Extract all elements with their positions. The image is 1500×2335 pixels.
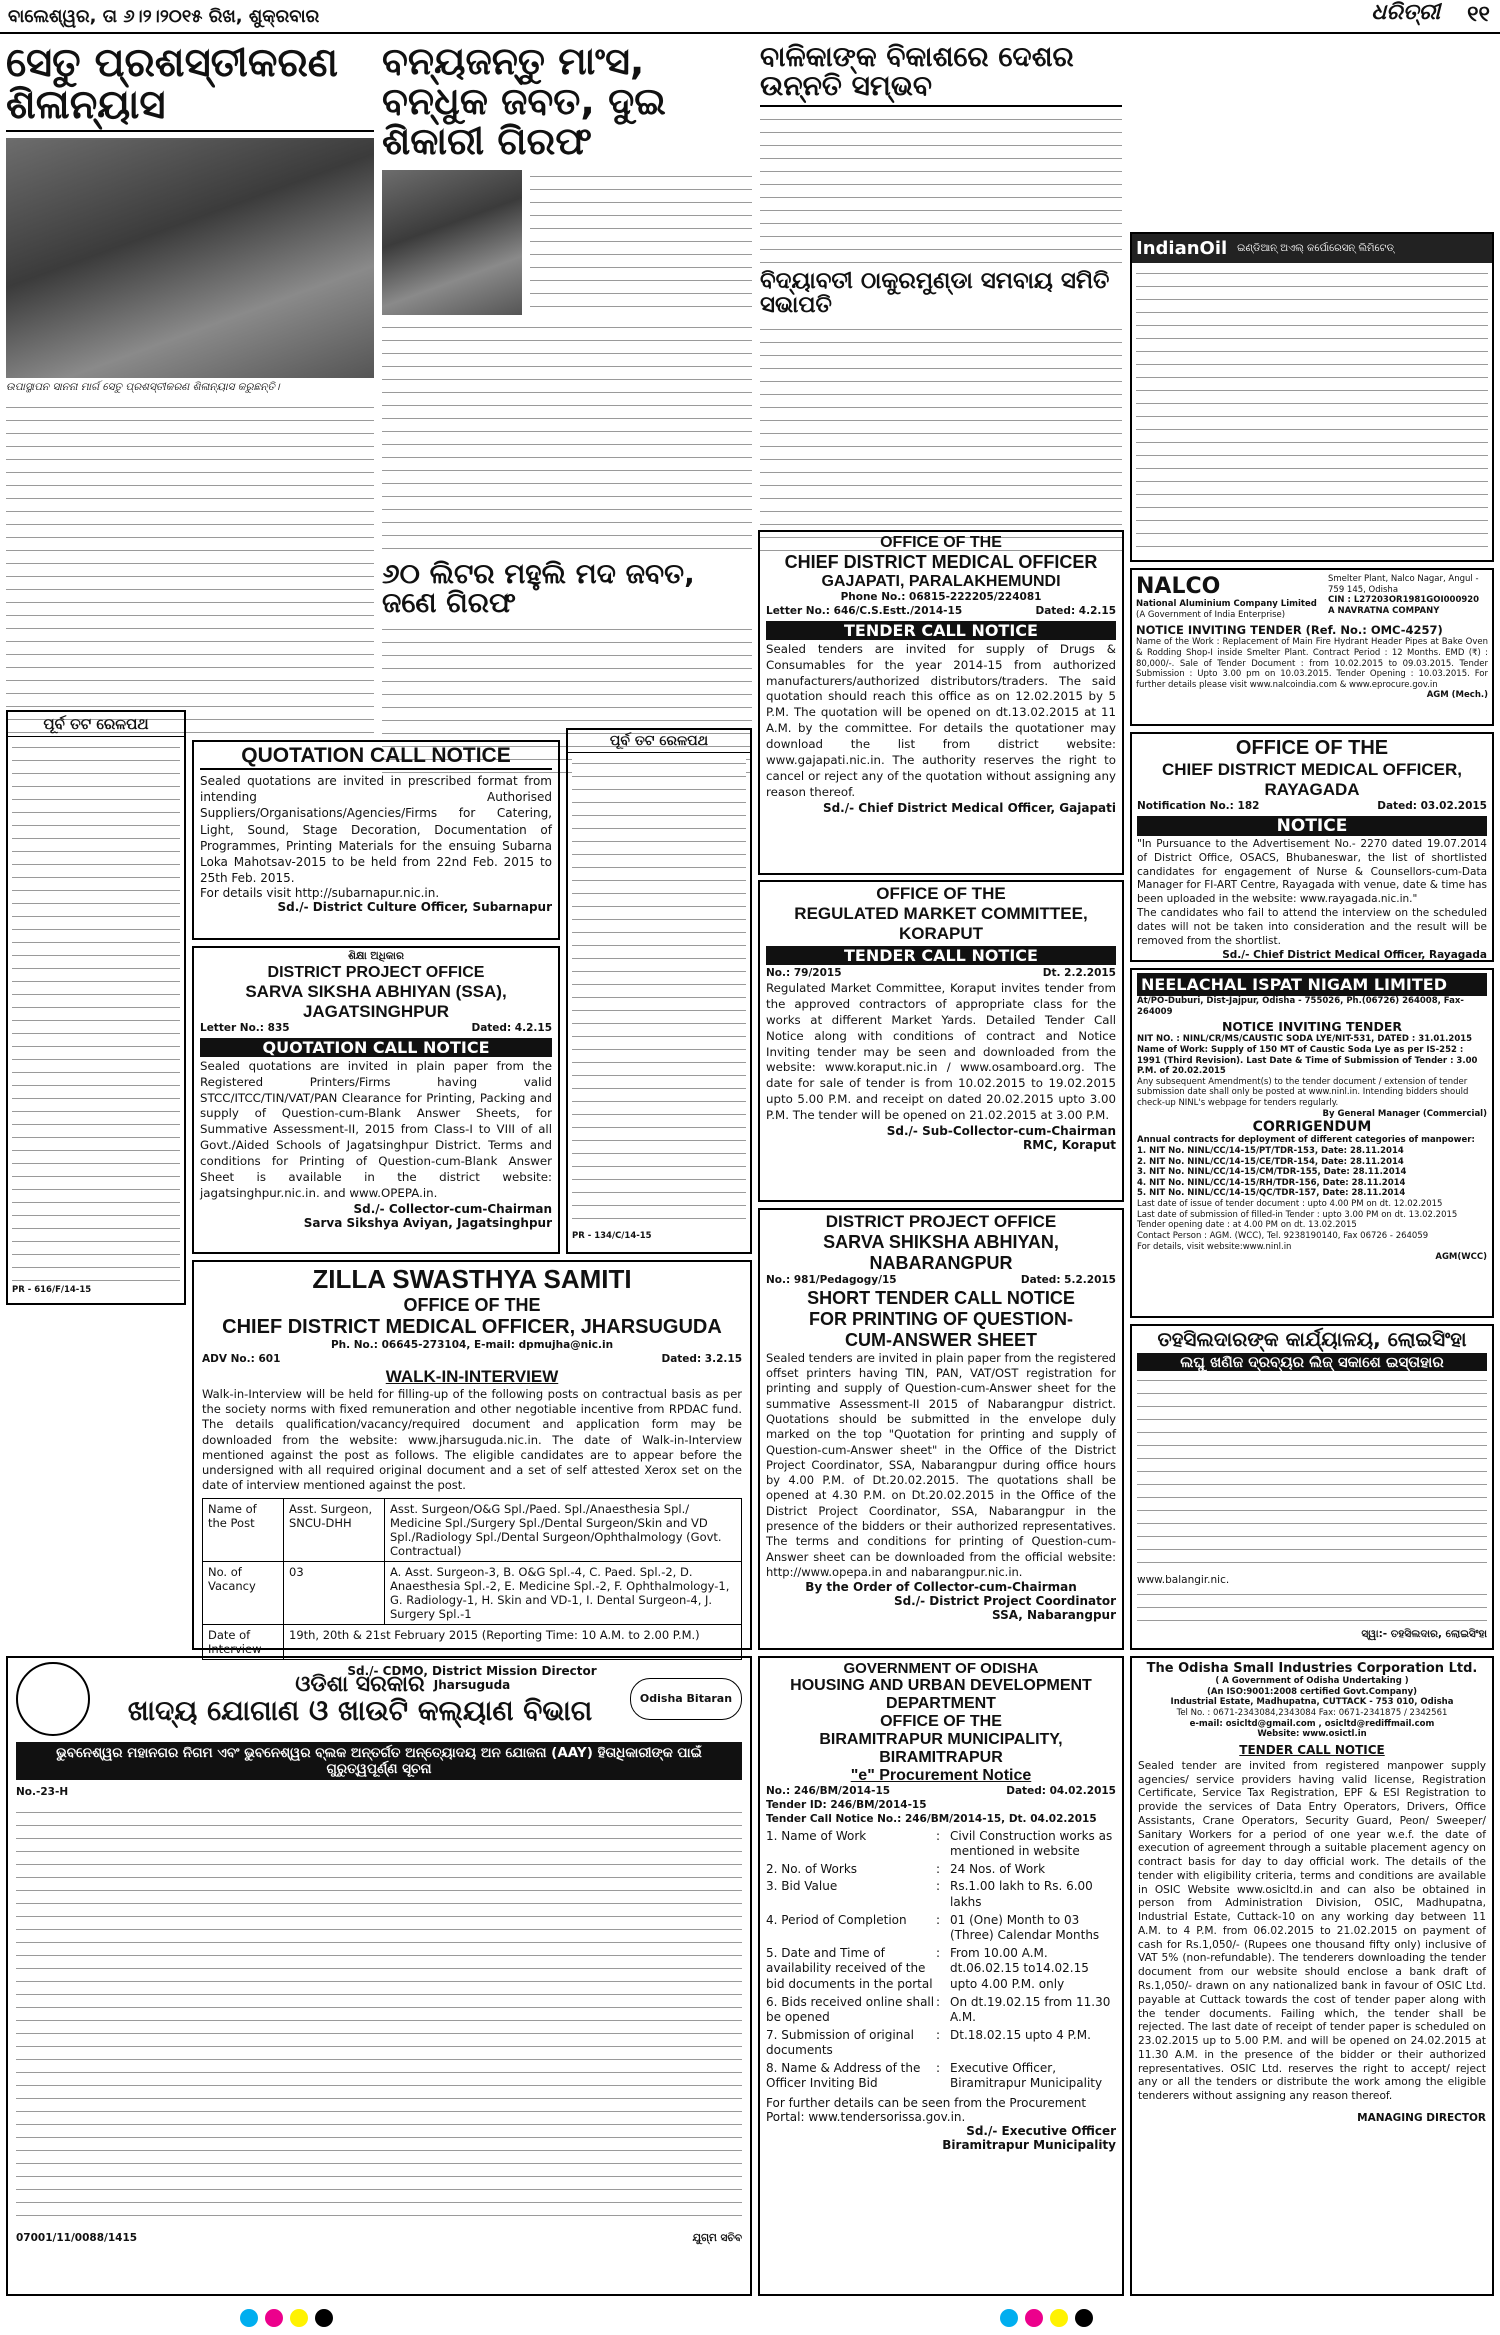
company-website: Website: www.osictl.in: [1257, 1729, 1367, 1740]
signature: Sd./- Collector-cum-Chairman: [353, 1202, 552, 1217]
notice-title: CUM-ANSWER SHEET: [845, 1329, 1037, 1350]
registration-mark: [1025, 2309, 1043, 2327]
government-label: ଓଡିଶା ସରକାର: [295, 1671, 425, 1697]
table-cell: Name of the Post: [203, 1498, 284, 1561]
company-cin: CIN : L27203OR1981GOI000920: [1328, 595, 1480, 606]
signature: ସ୍ୱା:- ତହସିଲଦାର, ଲୋଇସିଂହା: [1361, 1627, 1487, 1640]
osic-tender-notice: [1130, 1656, 1494, 2296]
story-photo: [382, 170, 522, 315]
cdmo-gajapati-notice: [758, 530, 1124, 875]
notice-date: Dated: 3.2.15: [661, 1352, 742, 1365]
notice-title: NOTICE INVITING TENDER: [1221, 1019, 1403, 1035]
corrigendum-item: 5. NIT No. NINL/CC/14-15/QC/TDR-157, Date: 28.11.2014: [1137, 1188, 1406, 1199]
notice-office: OFFICE OF THE: [1235, 737, 1389, 759]
registration-mark: [240, 2309, 258, 2327]
dateline: ବାଲେଶ୍ୱର, ତା ୬।୨।୨୦୧୫ ରିଖ, ଶୁକ୍ରବାର: [8, 6, 320, 27]
notice-body: Sealed tenders are invited for supply of Drugs & Consumables for the year 2014-15 from authorized manufacturers/authorized distributors/traders. The said quotation should reach this office as on 12.02.2015 by 5 P.M. The quotation will be opened on dt.13.02.2015 at 11 A.M. by the committee. For details the quotationer may download the list from district website: www.gajapati.nic.in. The authority reserves the right to cancel or reject any of the quotation without assigning any reason thereof.: [766, 641, 1116, 800]
notice-website: www.balangir.nic.: [1137, 1574, 1230, 1586]
corrigendum-item: 2. NIT No. NINL/CC/14-15/CE/TDR-154, Date: 28.11.2014: [1137, 1156, 1404, 1167]
notice-body: Walk-in-Interview will be held for filling-up of the following posts on contractual basis as per the society norms with fixed remuneration and other negotiable incentive from RPDAC fund. The details qualification/vacancy/required document and application form may be downloaded from the website: www.jharsuguda.nic.in. The date of Walk-in-Interview mentioned against the post as follows. The eligible candidates are to appear before the undersigned with all required original document and a set of self attested Xerox set on the date of interview mentioned against the post.: [202, 1386, 742, 1493]
notice-number: No.: 79/2015: [766, 967, 842, 979]
notice-bar: TENDER CALL NOTICE: [766, 621, 1116, 640]
corrigendum-date: Last date of submission of filled-in Tender : upto 3.00 PM on dt. 13.02.2015: [1137, 1209, 1458, 1220]
company-iso: (An ISO:9001:2008 certified Govt.Company): [1206, 1686, 1418, 1697]
corrigendum-date: Contact Person : AGM. (WCC), Tel. 9238190140, Fax 06726 - 264059: [1137, 1230, 1429, 1241]
ad-body-text: [572, 757, 746, 1227]
tender-detail-row: [766, 1829, 1116, 1860]
tender-detail-label: 8. Name & Address of the Officer Inviting Bid: [766, 2060, 921, 2091]
story-subheadline: ୬୦ ଲିଟର ମହୁଲି ମଦ ଜବତ, ଜଣେ ଗିରଫ: [382, 556, 695, 620]
notice-body: Sealed tenders are invited in plain paper from the registered offset printers having TIN, PAN, VAT/OST registration for printing and supply of Question-cum-Answer sheet for the summative Assessment-II 2015 of Nabarangpur district. Quotations should be submitted in the envelope duly marked on the top "Quotation for printing and supply of Question-cum-Answer sheet" in the Office of the District Project Coordinator, SSA, Nabarangpur during office hours by 4.00 P.M. of Dt.20.02.2015. The quotations shall be opened at 4.30 P.M. on Dt.20.02.2015 in the Office of the District Project Coordinator, SSA, Nabarangpur in the presence of the bidders or their authorized representatives. The terms and conditions for printing of Question-cum-Answer sheet can be downloaded from the official website: http://www.opepa.in and nabarangpur.nic.in.: [766, 1350, 1116, 1579]
page-header: [0, 0, 1500, 34]
notice-body-text: [16, 1806, 742, 2226]
tender-detail-sep: :: [936, 1994, 941, 2009]
table-cell: Date of Interview: [203, 1624, 284, 1659]
tender-detail-value: Rs.1.00 lakh to Rs. 6.00 lakhs: [950, 1879, 1093, 1909]
story-headline: ସେତୁ ପ୍ରଶସ୍ତୀକରଣ ଶିଳାନ୍ୟାସ: [6, 42, 374, 132]
signature: By General Manager (Commercial): [1322, 1108, 1487, 1119]
tender-detail-label: 1. Name of Work: [766, 1828, 867, 1843]
brand-subtitle: ଇଣ୍ଡିଆନ୍ ଅଏଲ୍ କର୍ପୋରେସନ୍ ଲିମିଟେଡ୍: [1237, 243, 1394, 254]
notice-office: BIRAMITRAPUR MUNICIPALITY, BIRAMITRAPUR: [819, 1731, 1063, 1766]
notice-body: "In Pursuance to the Advertisement No.- 2270 dated 19.07.2014 of District Office, OSACS, Bhubaneswar, the list of shortlisted candidates for engagement of Nurse & Counsellors-cum-Data Manager for FI-ART Centre, Rayagada with venue, date & time has been uploaded in the website: www.rayagada.nic.in.": [1137, 837, 1487, 906]
tender-detail-value: Dt.18.02.15 upto 4 P.M.: [950, 2027, 1091, 2042]
letter-number: Letter No.: 835: [200, 1021, 290, 1034]
notice-office: CHIEF DISTRICT MEDICAL OFFICER, JHARSUGUDA: [222, 1316, 722, 1338]
notice-date: Dated: 4.2.15: [471, 1021, 552, 1034]
tender-detail-row: [766, 1879, 1116, 1910]
corrigendum-intro: Annual contracts for deployment of different categories of manpower:: [1137, 1135, 1475, 1146]
ad-body-text: [1136, 267, 1488, 552]
registration-mark: [1000, 2309, 1018, 2327]
story-body-text: [530, 170, 752, 315]
tender-detail-sep: :: [936, 1861, 941, 1876]
ssa-nabarangpur-notice: [758, 1208, 1124, 1650]
tender-detail-row: [766, 1913, 1116, 1944]
notice-top-label: ଶିକ୍ଷା ଅଧିକାର: [348, 950, 404, 962]
signature: SSA, Nabarangpur: [991, 1608, 1116, 1623]
notice-website: For details visit http://subarnapur.nic.in.: [200, 886, 440, 901]
notice-body: Name of the Work : Replacement of Main Fire Hydrant Header Pipes at Bake Oven & Rodding Shop-I inside Smelter Plant. Contract Period : 12 Months. EMD (₹) : 80,000/-. Sale of Tender Document : from 10.02.2015 to 09.03.2015. Tender Submission : Upto 3.00 pm on 10.03.2015. Tender Opening : 10.03.2015. For further details please visit www.nalcoindia.com & www.eprocure.gov.in: [1136, 637, 1488, 690]
company-name: The Odisha Small Industries Corporation Ltd.: [1146, 1661, 1478, 1676]
story-wildlife: [382, 39, 752, 722]
rmc-koraput-notice: [758, 880, 1124, 1202]
notice-number: No.: 981/Pedagogy/15: [766, 1274, 897, 1286]
nalco-ad: [1130, 568, 1494, 726]
east-coast-railway-ad: [6, 710, 186, 1305]
tender-detail-label: 6. Bids received online shall be opened: [766, 1994, 935, 2025]
table-row: [203, 1561, 742, 1624]
notice-office: GAJAPATI, PARALAKHEMUNDI: [821, 573, 1061, 590]
notice-body: Sealed quotations are invited in plain paper from the Registered Printers/Firms having valid STCC/ITCC/TIN/VAT/PAN Clearance for Printing, Packing and supply of Question-cum-Blank Answer Sheets, for Summative Assessment-II, 2015 from Class-I to VIII of all Govt./Aided Schools of Jagatsinghpur District. Terms and conditions for Printing of Question-cum-Blank Answer Sheet is available in the district website: jagatsinghpur.nic.in. and www.OPEPA.in.: [200, 1058, 552, 1201]
notice-body-text: [1137, 1374, 1487, 1574]
corrigendum-item: 4. NIT No. NINL/CC/14-15/RH/TDR-156, Date: 28.11.2014: [1137, 1177, 1406, 1188]
company-address: At/PO-Duburi, Dist-Jajpur, Odisha - 755026, Ph.(06726) 264008, Fax- 264009: [1137, 996, 1464, 1017]
notice-title: SHORT TENDER CALL NOTICE: [807, 1287, 1075, 1308]
table-cell: A. Asst. Surgeon-3, B. O&G Spl.-4, C. Paed. Spl.-2, D. Anaesthesia Spl.-2, E. Medicine Spl.-2, F. Ophthalmology-1, G. Radiology-1, H. Skin and VD-1, I. Dental Surgeon-4, J. Surgery Spl.-1: [385, 1561, 742, 1624]
tender-detail-row: [766, 2061, 1116, 2092]
table-cell: 19th, 20th & 21st February 2015 (Reporting Time: 10 A.M. to 2.00 P.M.): [284, 1624, 742, 1659]
notice-date: Dated: 04.02.2015: [1006, 1785, 1116, 1797]
notice-title: QUOTATION CALL NOTICE: [200, 744, 552, 770]
tender-detail-sep: :: [936, 1945, 941, 1960]
tender-details-list: [766, 1829, 1116, 2093]
company-email: e-mail: osicltd@gmail.com , osicltd@rediffmail.com: [1189, 1718, 1435, 1729]
signature: Jharsuguda: [433, 1677, 511, 1692]
story-body-text: [6, 401, 374, 741]
notice-note: Any subsequent Amendment(s) to the tender document / extension of tender submission date shall only be posted at www.ninl.in. Intending bidders should check-up NINL's webpage for tenders regularly.: [1137, 1076, 1469, 1108]
cdmo-rayagada-notice: [1130, 732, 1494, 962]
notice-date: Dt. 2.2.2015: [1042, 967, 1116, 979]
story-girls-development: [760, 42, 1122, 522]
notice-date: Dated: 03.02.2015: [1377, 800, 1487, 812]
tender-detail-label: 5. Date and Time of availability received of the bid documents in the portal: [766, 1945, 933, 1991]
signature: Sd./- Executive Officer: [966, 2124, 1116, 2139]
tender-detail-value: Civil Construction works as mentioned in website: [950, 1828, 1113, 1859]
table-cell: Asst. Surgeon/O&G Spl./Paed. Spl./Anaesthesia Spl./ Medicine Spl./Surgery Spl./Dental Surgeon/Skin and VD Spl./Radiology Spl./Dental Surgeon/Ophthalmology (Govt. Contractual): [385, 1498, 742, 1561]
nit-number: NIT NO. : NINL/CR/MS/CAUSTIC SODA LYE/NIT-531, DATED : 31.01.2015: [1137, 1034, 1473, 1045]
indianoil-ad: [1130, 232, 1494, 562]
corrigendum-title: CORRIGENDUM: [1252, 1119, 1372, 1136]
ad-body-text: [12, 741, 180, 1281]
story-bridge: [6, 42, 374, 702]
ad-title: ପୂର୍ବ ତଟ ରେଳପଥ: [8, 712, 184, 737]
vacancy-table: [202, 1498, 742, 1660]
table-cell: Asst. Surgeon, SNCU-DHH: [284, 1498, 385, 1561]
tender-detail-value: From 10.00 A.M. dt.06.02.15 to14.02.15 upto 4.00 P.M. only: [950, 1945, 1089, 1991]
notice-footer: For further details can be seen from the Procurement Portal: www.tendersorissa.gov.in.: [766, 2096, 1087, 2125]
odisha-bitaran-logo: Odisha Bitaran: [630, 1678, 742, 1720]
corrigendum-date: Tender opening date : at 4.00 PM on dt. 13.02.2015: [1137, 1220, 1357, 1231]
notice-body: Name of Work: Supply of 150 MT of Caustic Soda Lye as per IS-252 : 1991 (Third Revision). Last Date & Time of Submission of Tender : 3.00 P.M. of 20.02.2015: [1137, 1044, 1478, 1077]
ssa-jagatsinghpur-notice: [192, 946, 560, 1254]
navratna-label: A NAVRATNA COMPANY: [1328, 605, 1440, 616]
food-supply-notice: [6, 1656, 752, 2296]
biramitrapur-procurement-notice: [758, 1656, 1124, 2296]
notice-subtitle: WALK-IN-INTERVIEW: [385, 1366, 559, 1386]
brand-name: NALCO: [1136, 574, 1221, 599]
tender-detail-row: [766, 1946, 1116, 1993]
page-number: ୧୧: [1467, 2, 1490, 27]
signature: Sd./- Sub-Collector-cum-Chairman: [886, 1124, 1116, 1139]
brand-name: NEELACHAL ISPAT NIGAM LIMITED: [1137, 973, 1487, 996]
notice-title: TENDER CALL NOTICE: [1239, 1742, 1385, 1757]
notice-title: "e" Procurement Notice: [850, 1767, 1032, 1784]
signature: AGM(WCC): [1435, 1252, 1487, 1263]
tender-detail-label: 4. Period of Completion: [766, 1912, 907, 1927]
notice-office: OFFICE OF THE: [403, 1295, 541, 1315]
tender-detail-label: 2. No. of Works: [766, 1861, 858, 1876]
tender-detail-sep: :: [936, 1912, 941, 1927]
notice-body: Sealed quotations are invited in prescribed format from intending Authorised Suppliers/Organisations/Agencies/Firms for Catering, Light, Sound, Stage Decoration, Documentation of Programmes, Printing Materials for the ensuing Subarna Loka Mahotsav-2015 to be held from 22nd Feb. 2015 to 25th Feb. 2015.: [200, 774, 552, 886]
odisha-emblem: [16, 1662, 90, 1736]
notice-office: CHIEF DISTRICT MEDICAL OFFICER: [784, 552, 1098, 572]
notice-office: DISTRICT PROJECT OFFICE: [267, 963, 485, 981]
corrigendum-date: Last date of issue of tender document : upto 4.00 PM on dt. 12.02.2015: [1137, 1199, 1443, 1209]
signature: MANAGING DIRECTOR: [1357, 2111, 1486, 2124]
notice-office: DISTRICT PROJECT OFFICE: [825, 1212, 1057, 1231]
tender-detail-value: 01 (One) Month to 03 (Three) Calendar Months: [950, 1912, 1100, 1943]
letter-number: Letter No.: 646/C.S.Estt./2014-15: [766, 604, 963, 617]
brand-name: IndianOil: [1136, 238, 1228, 259]
notice-number: No.-23-H: [16, 1786, 69, 1798]
newspaper-logo: ଧରିତ୍ରୀ: [1371, 0, 1440, 25]
registration-mark: [290, 2309, 308, 2327]
signature: Sd./- Chief District Medical Officer, Gajapati: [822, 800, 1116, 815]
corrigendum-item: 3. NIT No. NINL/CC/14-15/CM/TDR-155, Date: 28.11.2014: [1137, 1167, 1407, 1178]
signature: AGM (Mech.): [1426, 690, 1488, 701]
notice-office: HOUSING AND URBAN DEVELOPMENT DEPARTMENT: [790, 1677, 1092, 1712]
story-body-text: [760, 323, 1122, 553]
notice-office: OFFICE OF THE: [880, 534, 1002, 551]
signature: Sd./- Chief District Medical Officer, Rayagada: [1222, 948, 1487, 961]
signature: Sd./- District Project Coordinator: [893, 1594, 1116, 1609]
notice-office: CHIEF DISTRICT MEDICAL OFFICER, RAYAGADA: [1161, 760, 1462, 799]
pr-number: PR - 134/C/14-15: [572, 1231, 652, 1241]
ninl-ad: [1130, 968, 1494, 1318]
signature: Sd./- District Culture Officer, Subarnapur: [277, 900, 552, 915]
signature: Sarva Sikshya Aviyan, Jagatsinghpur: [303, 1216, 552, 1231]
tender-detail-value: On dt.19.02.15 from 11.30 A.M.: [950, 1994, 1111, 2025]
tender-detail-sep: :: [936, 1879, 941, 1894]
notice-bar: TENDER CALL NOTICE: [766, 946, 1116, 965]
tender-detail-sep: :: [936, 1828, 941, 1843]
notice-body: Regulated Market Committee, Koraput invites tender from the approved contractors of appropriate class for the works at different Market Yards. Detailed Tender Call Notice along with conditions of contract and Notice Inviting tender may be seen and downloaded from the website: www.koraput.nic.in / www.osamboard.org. The date for sale of tender is from 10.02.2015 to 19.02.2015 upto 5.00 P.M. and receipt on dated 20.02.2015 upto 3.00 P.M. The tender will be opened on 21.02.2015 at 3.00 P.M.: [766, 980, 1116, 1123]
notice-office: REGULATED MARKET COMMITTEE, KORAPUT: [794, 904, 1088, 943]
notice-bar: QUOTATION CALL NOTICE: [200, 1038, 552, 1057]
story-photo: [6, 138, 374, 378]
tender-detail-label: 7. Submission of original documents: [766, 2027, 914, 2058]
notification-number: Notification No.: 182: [1137, 800, 1260, 812]
photo-caption: ଉପାସ୍ଥାପନ ସାନନା ମାର୍ଗ ସେତୁ ପ୍ରଶସ୍ତୀକରଣ ଶିଳାନ୍ୟାସ କରୁଛନ୍ତି।: [6, 381, 280, 393]
story-body-text: [760, 113, 1122, 263]
registration-mark: [1075, 2309, 1093, 2327]
notice-office: GOVERNMENT OF ODISHA: [843, 1660, 1039, 1677]
table-cell: No. of Vacancy: [203, 1561, 284, 1624]
phone-number: Phone No.: 06815-222205/224081: [840, 591, 1042, 603]
notice-number: No.: 246/BM/2014-15: [766, 1785, 891, 1797]
tender-detail-sep: :: [936, 2060, 941, 2075]
adv-number: ADV No.: 601: [202, 1352, 281, 1365]
tender-detail-row: [766, 2028, 1116, 2059]
tender-detail-row: [766, 1995, 1116, 2026]
tahasildar-notice: [1130, 1324, 1494, 1650]
story-headline: ବନ୍ୟଜନ୍ତୁ ମାଂସ, ବନ୍ଧୁକ ଜବତ, ଦୁଇ ଶିକାରୀ ଗିରଫ: [382, 39, 666, 163]
notice-bar: NOTICE: [1137, 816, 1487, 836]
notice-bar: ଲଘୁ ଖଣିଜ ଦ୍ରବ୍ୟର ଲିଜ୍ ସକାଶେ ଇସ୍ତାହାର: [1137, 1353, 1487, 1371]
notice-office: OFFICE OF THE: [880, 1713, 1002, 1730]
table-row: [203, 1498, 742, 1561]
notice-title: NOTICE INVITING TENDER (Ref. No.: OMC-4257): [1136, 623, 1443, 638]
pr-number: PR - 616/F/14-15: [12, 1285, 92, 1295]
tender-detail-label: 3. Bid Value: [766, 1879, 838, 1894]
registration-mark: [1050, 2309, 1068, 2327]
table-row: [203, 1624, 742, 1659]
registration-mark: [315, 2309, 333, 2327]
signature: RMC, Koraput: [1023, 1138, 1116, 1153]
tender-detail-sep: :: [936, 2027, 941, 2042]
department-title: ଖାଦ୍ୟ ଯୋଗାଣ ଓ ଖାଉଟି କଲ୍ୟାଣ ବିଭାଗ: [127, 1693, 593, 1727]
phone-email: Ph. No.: 06645-273104, E-mail: dpmujha@nic.in: [330, 1339, 614, 1351]
company-gov: ( A Government of Odisha Undertaking ): [1215, 1676, 1409, 1686]
notice-title: FOR PRINTING OF QUESTION-: [809, 1308, 1073, 1329]
notice-title: ତହସିଲଦାରଙ୍କ କାର୍ଯ୍ୟାଳୟ, ଲୋଇସିଂହା: [1157, 1327, 1467, 1351]
corrigendum-date: For details, visit website:www.ninl.in: [1137, 1241, 1292, 1252]
tender-call-number: Tender Call Notice No.: 246/BM/2014-15, Dt. 04.02.2015: [766, 1812, 1097, 1825]
notice-bar: ଭୁବନେଶ୍ୱର ମହାନଗର ନିଗମ ଏବଂ ଭୁବନେଶ୍ୱର ବ୍ଲକ ଅନ୍ତର୍ଗତ ଅନ୍ତ୍ୟୋଦୟ ଅନ ଯୋଜନା (AAY) ହିତାଧିକାରୀଙ୍କ ପାଇଁ ଗୁରୁତ୍ୱପୂର୍ଣ୍ଣ ସୂଚନା: [16, 1742, 742, 1780]
tender-id: Tender ID: 246/BM/2014-15: [766, 1798, 927, 1811]
tender-detail-row: [766, 1862, 1116, 1878]
notice-office: SARVA SIKSHA ABHIYAN (SSA), JAGATSINGHPUR: [245, 981, 507, 1021]
notice-body: The candidates who fail to attend the interview on the scheduled dates will not be taken into consideration and the result will be removed from the shortlist.: [1137, 907, 1487, 947]
signature: Sd./- CDMO, District Mission Director: [347, 1663, 597, 1678]
ad-title: ପୂର୍ବ ତଟ ରେଳପଥ: [568, 730, 750, 753]
tender-detail-value: 24 Nos. of Work: [950, 1861, 1046, 1876]
signature: Biramitrapur Municipality: [942, 2138, 1116, 2153]
company-address: Industrial Estate, Madhupatna, CUTTACK - 753 010, Odisha: [1170, 1697, 1454, 1708]
table-cell: 03: [284, 1561, 385, 1624]
company-gov: (A Government of India Enterprise): [1136, 609, 1286, 620]
signature: ଯୁଗ୍ମ ସଚିବ: [692, 2231, 742, 2244]
notice-body: Sealed tender are invited from registered manpower supply agencies/ service providers having valid license, Registration Certificate, Service Tax Registration, EPF & ESI Registration to provide the services of Data Entry Operators, Drivers, Office Assistants, Crane Operators, Security Guard, Peon/ Sweeper/ Sanitary Workers for a period of one year w.e.f. the date of execution of agreement through a suitable placement agency on contract basis for day to day official work. The details of the tender with eligibility criteria, terms and conditions are available in OSIC Website www.osicltd.in and can also be obtained in person from Administration Division, OSIC, Madhupatna, Industrial Estate, Cuttack-10 on any working day between 11 A.M. to 4 P.M. from 06.02.2015 to 21.02.2015 on payment of cash for Rs.1,050/- (Rupees one thousand fifty only) inclusive of VAT 5% (non-refundable). The tenderers downloading the tender document from our website should enclose a bank draft of Rs.1,050/- drawn on any nationalized bank in favour of OSIC Ltd. payable at Cuttack towards the cost of tender paper along with the tender documents. Failing which, the tender shall be rejected. The last date of receipt of tender paper is scheduled on 23.02.2015 up to 5.00 P.M. and will be opened on 24.02.2015 at 11.30 A.M. in the presence of the bidder or their authorized representatives. OSIC Ltd. reserves the right to accept/ reject any or all the tenders or distribute the work among the eligible tenderers without assigning any reason thereof.: [1138, 1759, 1486, 2103]
notice-office: OFFICE OF THE: [876, 884, 1006, 903]
subarnapur-quotation-notice: [192, 740, 560, 940]
company-name: National Aluminium Company Limited: [1136, 599, 1317, 609]
notice-date: Dated: 5.2.2015: [1020, 1274, 1116, 1286]
notice-date: Dated: 4.2.15: [1035, 604, 1116, 617]
tender-detail-value: Executive Officer, Biramitrapur Municipality: [950, 2060, 1103, 2091]
notice-office: SARVA SHIKSHA ABHIYAN, NABARANGPUR: [823, 1232, 1059, 1273]
notice-title: ZILLA SWASTHYA SAMITI: [312, 1264, 632, 1294]
company-phone: Tel No. : 0671-2343084,2343084 Fax: 0671-2341875 / 2342561: [1176, 1707, 1448, 1718]
story-body-text: [382, 321, 752, 551]
signature: By the Order of Collector-cum-Chairman: [805, 1580, 1077, 1595]
story-headline: ବିଦ୍ୟାବତୀ ଠାକୁରମୁଣ୍ଡା ସମବାୟ ସମିତି ସଭାପତି: [760, 267, 1110, 318]
company-address: Smelter Plant, Nalco Nagar, Angul - 759 145, Odisha: [1328, 574, 1479, 595]
notice-body-text: [1137, 1588, 1487, 1628]
registration-mark: [265, 2309, 283, 2327]
reference-number: 07001/11/0088/1415: [16, 2231, 138, 2244]
east-coast-railway-tender: [566, 728, 752, 1254]
story-headline: ବାଳିକାଙ୍କ ବିକାଶରେ ଦେଶର ଉନ୍ନତି ସମ୍ଭବ: [760, 42, 1122, 107]
corrigendum-item: 1. NIT No. NINL/CC/14-15/PT/TDR-153, Date: 28.11.2014: [1137, 1145, 1404, 1156]
